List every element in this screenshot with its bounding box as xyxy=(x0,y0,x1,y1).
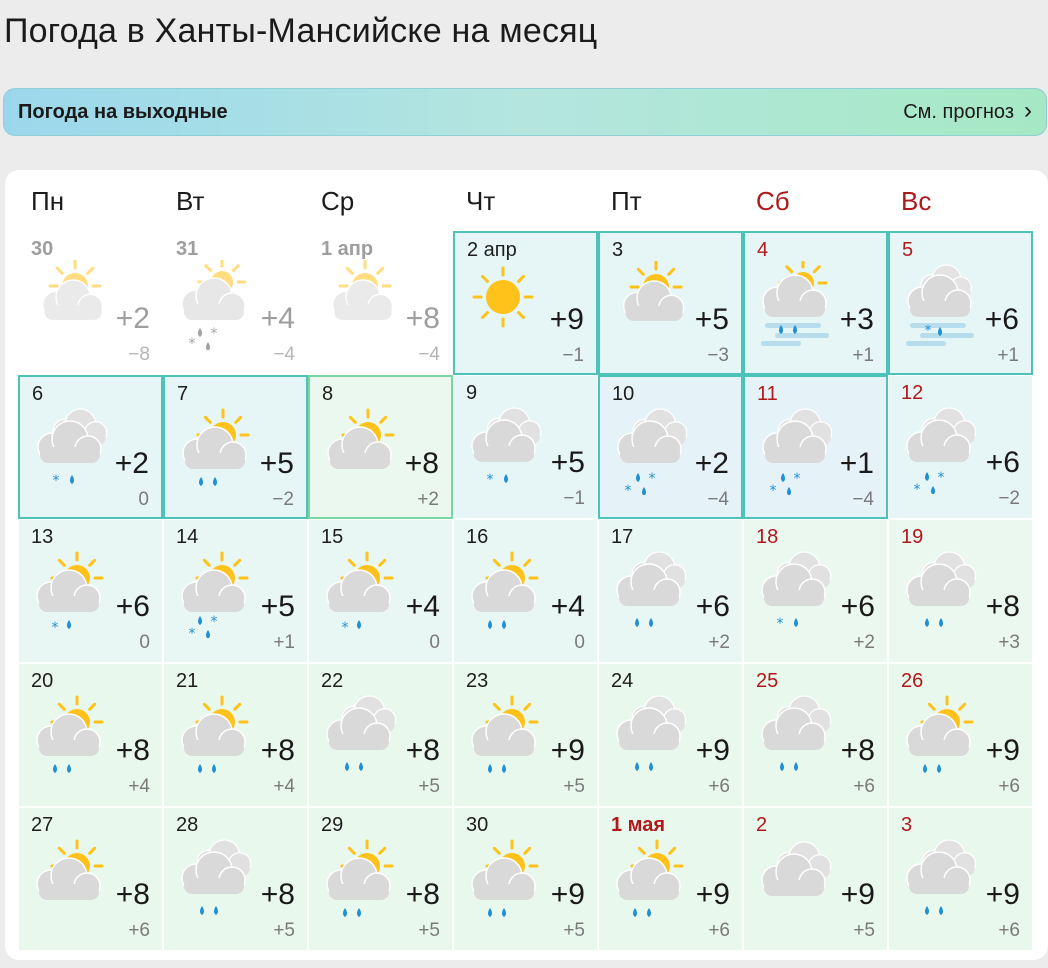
day-min-temp: +5 xyxy=(418,920,440,941)
day-date: 2 апр xyxy=(467,239,517,261)
month-calendar xyxy=(5,170,1048,960)
cloudy-rain-icon xyxy=(895,548,985,638)
day-max-temp: +6 xyxy=(984,303,1019,336)
day-date: 14 xyxy=(176,526,199,548)
day-max-temp: +6 xyxy=(840,590,875,623)
day-date: 30 xyxy=(466,814,489,836)
sun-cloud-rain-icon xyxy=(171,405,261,495)
weekday-4: Чт xyxy=(466,186,496,216)
fog-rain-icon xyxy=(751,261,841,351)
day-date: 27 xyxy=(31,814,54,836)
day-min-temp: +1 xyxy=(273,632,295,653)
svg-text:*: * xyxy=(648,471,656,487)
day-date: 2 xyxy=(756,814,768,836)
day-date: 24 xyxy=(611,670,634,692)
day-cell[interactable] xyxy=(163,807,308,951)
cloudy-rain-icon xyxy=(605,548,695,638)
day-cell[interactable] xyxy=(163,519,308,663)
svg-text:*: * xyxy=(776,616,784,632)
day-min-temp: −4 xyxy=(707,489,729,510)
day-cell[interactable] xyxy=(453,519,598,663)
day-cell[interactable] xyxy=(888,807,1033,951)
day-cell[interactable] xyxy=(453,663,598,807)
day-max-temp: +6 xyxy=(985,446,1020,479)
weekday-1: Пн xyxy=(31,186,65,216)
day-cell[interactable] xyxy=(743,663,888,807)
day-cell[interactable] xyxy=(888,519,1033,663)
day-max-temp: +6 xyxy=(115,590,150,623)
day-cell[interactable] xyxy=(598,519,743,663)
cloudy-sleet-icon xyxy=(170,260,260,350)
day-min-temp: +3 xyxy=(998,632,1020,653)
day-max-temp: +8 xyxy=(115,734,150,767)
day-max-temp: +6 xyxy=(695,590,730,623)
day-date: 10 xyxy=(612,383,635,405)
day-cell[interactable] xyxy=(598,231,743,375)
day-date: 9 xyxy=(466,382,478,404)
day-cell[interactable] xyxy=(18,375,163,519)
cloudy-rain-icon xyxy=(750,692,840,782)
day-cell[interactable] xyxy=(308,663,453,807)
day-cell[interactable] xyxy=(453,807,598,951)
day-max-temp: +9 xyxy=(695,878,730,911)
day-max-temp: +2 xyxy=(115,302,150,335)
day-date: 16 xyxy=(466,526,489,548)
day-max-temp: +8 xyxy=(405,734,440,767)
day-date: 3 xyxy=(901,814,913,836)
day-min-temp: +4 xyxy=(128,776,150,797)
sun-cloud-snow-rain-icon xyxy=(25,548,115,638)
cloudy-snow-rain2-icon xyxy=(751,405,841,495)
day-min-temp: +5 xyxy=(853,920,875,941)
svg-text:*: * xyxy=(913,482,921,494)
day-max-temp: +4 xyxy=(550,590,585,623)
day-max-temp: +5 xyxy=(260,590,295,623)
day-max-temp: +8 xyxy=(985,590,1020,623)
day-min-temp: +6 xyxy=(998,776,1020,797)
svg-text:*: * xyxy=(188,336,196,350)
weekend-forecast-banner[interactable] xyxy=(3,88,1047,136)
day-date: 25 xyxy=(756,670,779,692)
day-cell[interactable] xyxy=(598,663,743,807)
day-min-temp: −1 xyxy=(562,345,584,366)
day-date: 5 xyxy=(902,239,914,261)
day-min-temp: 0 xyxy=(138,489,149,510)
day-cell[interactable] xyxy=(163,663,308,807)
day-date: 13 xyxy=(31,526,54,548)
partly-cloudy-icon xyxy=(25,260,115,350)
weekend-banner-label: Погода на выходные xyxy=(18,100,228,123)
sun-cloud-rain-icon xyxy=(315,836,405,926)
day-min-temp: −2 xyxy=(998,488,1020,509)
day-date: 15 xyxy=(321,526,344,548)
day-min-temp: −2 xyxy=(272,489,294,510)
svg-text:*: * xyxy=(924,323,932,339)
weekday-2: Вт xyxy=(176,186,205,216)
weekday-header xyxy=(18,186,1033,226)
svg-text:*: * xyxy=(624,483,632,495)
day-cell[interactable] xyxy=(308,519,453,663)
day-date: 6 xyxy=(32,383,44,405)
day-cell[interactable] xyxy=(743,375,888,519)
day-cell[interactable] xyxy=(163,375,308,519)
day-max-temp: +9 xyxy=(695,734,730,767)
day-max-temp: +5 xyxy=(259,447,294,480)
day-date: 4 xyxy=(757,239,769,261)
sun-cloud-icon xyxy=(316,405,406,495)
svg-text:*: * xyxy=(341,620,349,636)
day-cell[interactable] xyxy=(308,375,453,519)
day-max-temp: +2 xyxy=(114,447,149,480)
day-min-temp: +1 xyxy=(997,345,1019,366)
svg-text:*: * xyxy=(52,473,60,489)
sun-cloud-rain-icon xyxy=(605,836,695,926)
day-min-temp: +5 xyxy=(563,920,585,941)
sun-cloud-rain-icon xyxy=(460,836,550,926)
fog-snow-icon xyxy=(896,261,986,351)
svg-text:*: * xyxy=(188,626,196,638)
cloudy-snow-rain-icon xyxy=(26,405,116,495)
calendar-grid xyxy=(18,231,1033,953)
day-cell[interactable] xyxy=(598,375,743,519)
sunny-icon xyxy=(461,261,551,351)
day-date: 31 xyxy=(176,238,199,260)
day-cell[interactable] xyxy=(308,231,453,375)
day-min-temp: −4 xyxy=(852,489,874,510)
day-date: 26 xyxy=(901,670,924,692)
sun-cloud-rain-icon xyxy=(895,692,985,782)
partly-cloudy-icon xyxy=(606,261,696,351)
day-min-temp: +5 xyxy=(273,920,295,941)
cloudy-snow-rain-icon xyxy=(750,548,840,638)
sun-cloud-snow-rain-icon xyxy=(315,548,405,638)
day-min-temp: +5 xyxy=(418,776,440,797)
svg-text:*: * xyxy=(486,472,494,488)
day-cell[interactable] xyxy=(163,231,308,375)
svg-text:*: * xyxy=(793,471,801,487)
weekday-3: Ср xyxy=(321,186,355,216)
cloudy-rain-icon xyxy=(895,836,985,926)
day-cell[interactable] xyxy=(888,375,1033,519)
svg-text:*: * xyxy=(769,483,777,495)
day-max-temp: +4 xyxy=(405,590,440,623)
day-date: 11 xyxy=(757,383,778,405)
day-cell[interactable] xyxy=(18,519,163,663)
sun-cloud-rain-icon xyxy=(170,692,260,782)
day-date: 28 xyxy=(176,814,199,836)
day-min-temp: +2 xyxy=(853,632,875,653)
day-min-temp: +6 xyxy=(708,776,730,797)
day-min-temp: −1 xyxy=(563,488,585,509)
cloudy-rain-icon xyxy=(315,692,405,782)
svg-text:*: * xyxy=(51,620,59,636)
day-cell[interactable] xyxy=(453,375,598,519)
day-date: 18 xyxy=(756,526,779,548)
day-max-temp: +9 xyxy=(985,734,1020,767)
cloudy-icon xyxy=(750,836,840,926)
sun-cloud-rain-icon xyxy=(460,692,550,782)
day-max-temp: +9 xyxy=(550,734,585,767)
day-cell[interactable] xyxy=(888,663,1033,807)
day-cell[interactable] xyxy=(18,663,163,807)
day-cell[interactable] xyxy=(453,231,598,375)
day-min-temp: +2 xyxy=(708,632,730,653)
day-min-temp: +2 xyxy=(417,489,439,510)
day-cell[interactable] xyxy=(18,231,163,375)
day-cell[interactable] xyxy=(743,807,888,951)
cloudy-snow-rain2-icon xyxy=(606,405,696,495)
day-date: 21 xyxy=(176,670,199,692)
cloudy-rain-icon xyxy=(170,836,260,926)
day-max-temp: +1 xyxy=(839,447,874,480)
cloudy-snow-rain2-icon xyxy=(895,404,985,494)
day-date: 3 xyxy=(612,239,624,261)
day-date: 7 xyxy=(177,383,189,405)
partly-cloudy-icon xyxy=(315,260,405,350)
svg-text:*: * xyxy=(210,326,218,342)
day-cell[interactable] xyxy=(308,807,453,951)
day-min-temp: 0 xyxy=(574,632,585,653)
day-date: 1 апр xyxy=(321,238,374,260)
day-max-temp: +8 xyxy=(405,878,440,911)
see-forecast-link[interactable] xyxy=(903,97,1032,124)
sun-cloud-rain-icon xyxy=(25,692,115,782)
day-date: 29 xyxy=(321,814,344,836)
day-date: 22 xyxy=(321,670,344,692)
day-date: 30 xyxy=(31,238,54,260)
day-max-temp: +8 xyxy=(260,878,295,911)
day-cell[interactable] xyxy=(18,807,163,951)
day-min-temp: −4 xyxy=(273,344,295,365)
day-date: 20 xyxy=(31,670,54,692)
day-min-temp: +5 xyxy=(563,776,585,797)
weekday-6: Сб xyxy=(756,186,790,216)
day-min-temp: 0 xyxy=(139,632,150,653)
day-date: 1 мая xyxy=(611,814,666,836)
sun-cloud-rain-icon xyxy=(460,548,550,638)
day-max-temp: +2 xyxy=(694,447,729,480)
see-forecast-label: См. прогноз xyxy=(903,100,1014,123)
day-min-temp: +4 xyxy=(273,776,295,797)
day-min-temp: −4 xyxy=(418,344,440,365)
day-max-temp: +9 xyxy=(840,878,875,911)
day-max-temp: +3 xyxy=(839,303,874,336)
weekday-5: Пт xyxy=(611,186,642,216)
svg-text:*: * xyxy=(937,470,945,486)
day-min-temp: +1 xyxy=(852,345,874,366)
day-max-temp: +5 xyxy=(550,446,585,479)
chevron-right-icon: › xyxy=(1024,97,1032,124)
svg-text:*: * xyxy=(210,614,218,630)
day-min-temp: +6 xyxy=(708,920,730,941)
day-cell[interactable] xyxy=(888,231,1033,375)
day-max-temp: +8 xyxy=(260,734,295,767)
day-max-temp: +9 xyxy=(985,878,1020,911)
day-min-temp: +6 xyxy=(998,920,1020,941)
day-min-temp: +6 xyxy=(853,776,875,797)
day-max-temp: +4 xyxy=(260,302,295,335)
day-date: 12 xyxy=(901,382,924,404)
day-max-temp: +9 xyxy=(550,878,585,911)
day-cell[interactable] xyxy=(743,519,888,663)
sun-cloud-icon xyxy=(25,836,115,926)
sun-cloud-snow-rain2-icon xyxy=(170,548,260,638)
day-min-temp: 0 xyxy=(429,632,440,653)
weekday-7: Вс xyxy=(901,186,932,216)
day-cell[interactable] xyxy=(743,231,888,375)
day-max-temp: +8 xyxy=(840,734,875,767)
day-max-temp: +8 xyxy=(115,878,150,911)
day-max-temp: +8 xyxy=(404,447,439,480)
day-min-temp: −8 xyxy=(128,344,150,365)
day-min-temp: +6 xyxy=(128,920,150,941)
day-date: 23 xyxy=(466,670,489,692)
day-cell[interactable] xyxy=(598,807,743,951)
page-title: Погода в Ханты-Мансийске на месяц xyxy=(4,12,598,50)
day-max-temp: +5 xyxy=(694,303,729,336)
cloudy-snow-rain-icon xyxy=(460,404,550,494)
day-date: 8 xyxy=(322,383,334,405)
day-min-temp: −3 xyxy=(707,345,729,366)
cloudy-rain-icon xyxy=(605,692,695,782)
day-date: 19 xyxy=(901,526,924,548)
day-max-temp: +9 xyxy=(549,303,584,336)
day-max-temp: +8 xyxy=(405,302,440,335)
day-date: 17 xyxy=(611,526,634,548)
